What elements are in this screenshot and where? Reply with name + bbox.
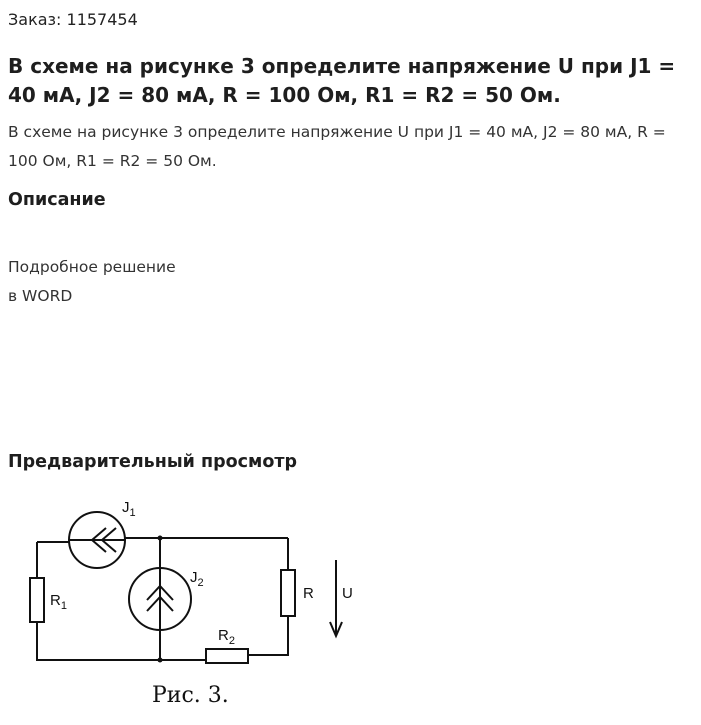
node-bottom: [158, 658, 163, 663]
description-line-2: в WORD: [8, 287, 73, 305]
label-r2: $R_2$: [218, 627, 235, 647]
circuit-diagram: [20, 490, 400, 718]
circuit-figure: [20, 490, 400, 718]
resistor-r1: [30, 578, 44, 622]
label-u: U: [342, 585, 353, 602]
task-description: В схеме на рисунке 3 определите напряжение U при J1 = 40 мА, J2 = 80 мА, R = 100 Ом, R1 = R2 = 50 Ом.: [8, 123, 666, 170]
description-text: [8, 253, 176, 311]
figure-caption: Рис. 3.: [152, 683, 229, 708]
order-number: Заказ: 1157454: [8, 10, 138, 29]
node-top: [158, 536, 163, 541]
label-r: R: [303, 585, 314, 602]
wire-bottom-left: [37, 622, 206, 660]
resistor-r2: [206, 649, 248, 663]
label-j1: $J_1$: [122, 499, 136, 519]
preview-heading: Предварительный просмотр: [8, 452, 298, 472]
task-title: В схеме на рисунке 3 определите напряжение U при J1 = 40 мА, J2 = 80 мА, R = 100 Ом, R1 = R2 = 50 Ом.: [8, 54, 676, 107]
description-line-1: Подробное решение: [8, 258, 176, 276]
label-r1: $R_1$: [50, 592, 67, 612]
label-j2: $J_2$: [190, 569, 204, 589]
description-heading: Описание: [8, 190, 106, 210]
wire-right-lower: [248, 616, 288, 655]
resistor-r: [281, 570, 295, 616]
